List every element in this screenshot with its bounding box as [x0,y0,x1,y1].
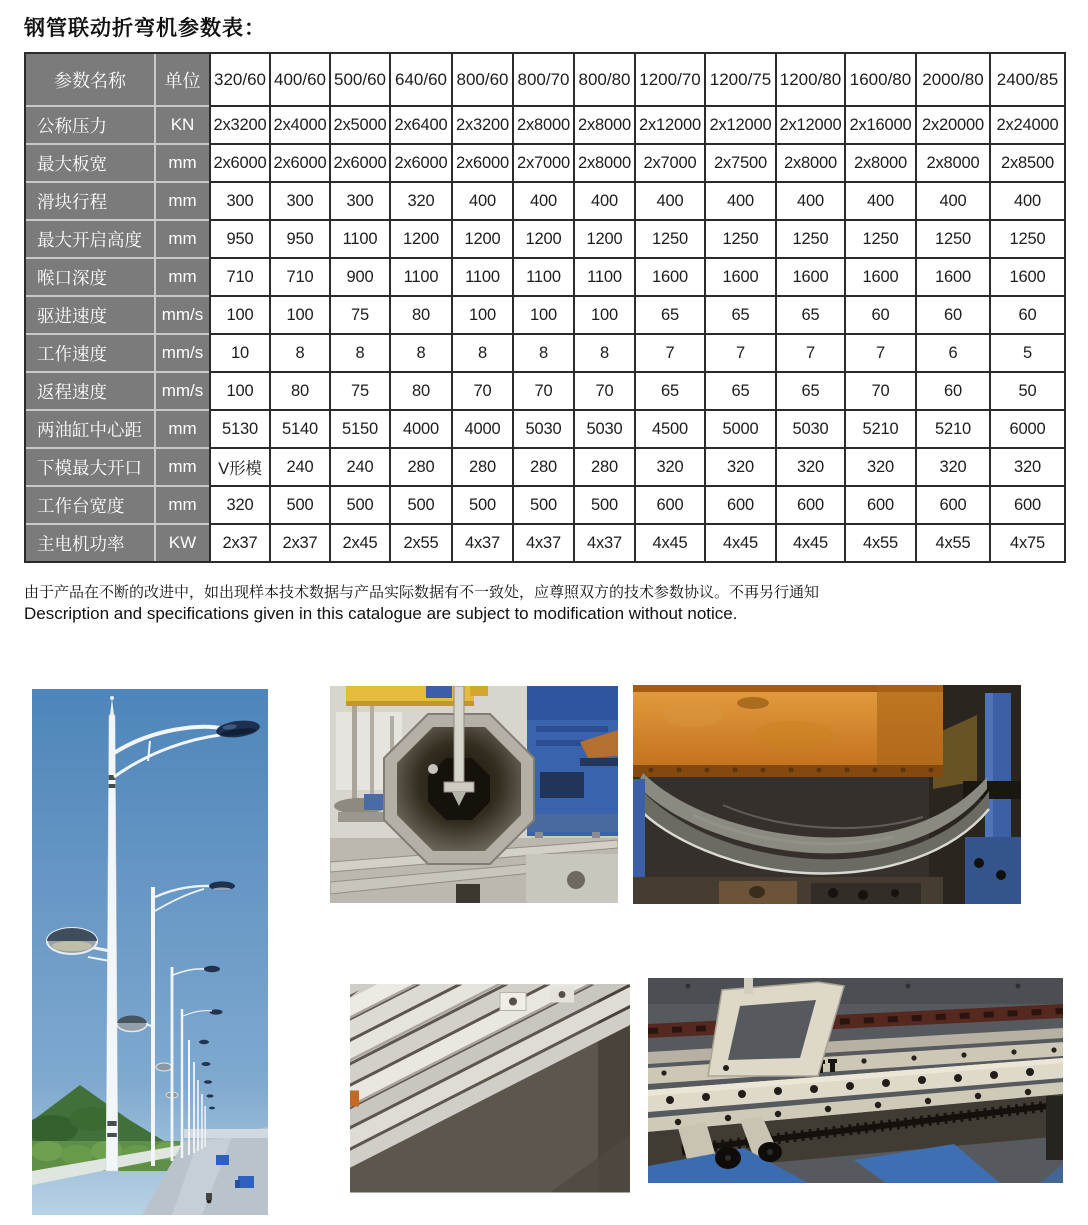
value-cell: 8 [329,333,389,371]
page-title: 钢管联动折弯机参数表： [24,17,266,40]
value-cell: 2x6000 [451,143,512,181]
model-header: 1600/80 [844,54,915,105]
value-cell: 2x16000 [844,105,915,143]
value-cell: 2x3200 [209,105,269,143]
value-cell: 300 [329,181,389,219]
value-cell: 4x37 [451,523,512,561]
value-cell: 400 [573,181,634,219]
value-cell: 950 [209,219,269,257]
unit-cell: mm [154,485,209,523]
value-cell: 2x6000 [329,143,389,181]
unit-header: 单位 [154,54,209,105]
value-cell: 65 [634,295,704,333]
value-cell: 7 [634,333,704,371]
model-header: 1200/70 [634,54,704,105]
value-cell: 400 [512,181,573,219]
value-cell: 2x6400 [389,105,451,143]
value-cell: 1100 [573,257,634,295]
value-cell: 300 [209,181,269,219]
value-cell: 2x6000 [389,143,451,181]
value-cell: 6000 [989,409,1064,447]
value-cell: 60 [915,371,989,409]
model-header: 320/60 [209,54,269,105]
value-cell: 2x8000 [775,143,844,181]
value-cell: 2x7500 [704,143,775,181]
unit-cell: mm [154,219,209,257]
value-cell: 500 [573,485,634,523]
value-cell: 8 [573,333,634,371]
value-cell: V形模 [209,447,269,485]
value-cell: 5210 [844,409,915,447]
value-cell: 1250 [634,219,704,257]
value-cell: 320 [704,447,775,485]
value-cell: 2x6000 [209,143,269,181]
value-cell: 2x8000 [844,143,915,181]
value-cell: 5030 [512,409,573,447]
value-cell: 5030 [775,409,844,447]
param-label: 公称压力 [26,105,154,143]
value-cell: 2x8000 [915,143,989,181]
value-cell: 2x20000 [915,105,989,143]
value-cell: 10 [209,333,269,371]
value-cell: 4x37 [573,523,634,561]
value-cell: 5 [989,333,1064,371]
param-label: 两油缸中心距 [26,409,154,447]
value-cell: 320 [775,447,844,485]
value-cell: 600 [775,485,844,523]
value-cell: 75 [329,295,389,333]
value-cell: 2x24000 [989,105,1064,143]
value-cell: 1250 [989,219,1064,257]
value-cell: 4x75 [989,523,1064,561]
value-cell: 320 [209,485,269,523]
value-cell: 1600 [989,257,1064,295]
model-header: 800/70 [512,54,573,105]
value-cell: 70 [573,371,634,409]
value-cell: 320 [989,447,1064,485]
sheet-follower-illustration [648,978,1063,1183]
value-cell: 65 [634,371,704,409]
value-cell: 1100 [451,257,512,295]
model-header: 1200/75 [704,54,775,105]
value-cell: 5150 [329,409,389,447]
param-label: 主电机功率 [26,523,154,561]
value-cell: 500 [329,485,389,523]
value-cell: 2x55 [389,523,451,561]
value-cell: 2x7000 [634,143,704,181]
value-cell: 300 [269,181,329,219]
unit-cell: mm/s [154,295,209,333]
model-header: 640/60 [389,54,451,105]
value-cell: 280 [573,447,634,485]
value-cell: 5210 [915,409,989,447]
value-cell: 500 [269,485,329,523]
value-cell: 4500 [634,409,704,447]
value-cell: 4000 [389,409,451,447]
photo-street-lamp-poles [32,689,268,1215]
param-label: 滑块行程 [26,181,154,219]
model-header: 400/60 [269,54,329,105]
param-label: 工作速度 [26,333,154,371]
value-cell: 75 [329,371,389,409]
value-cell: 1200 [389,219,451,257]
value-cell: 240 [269,447,329,485]
value-cell: 400 [915,181,989,219]
value-cell: 2x37 [269,523,329,561]
value-cell: 2x8000 [573,143,634,181]
model-header: 800/80 [573,54,634,105]
value-cell: 65 [775,295,844,333]
poles-stack-illustration [350,984,630,1193]
param-label: 最大开启高度 [26,219,154,257]
disclaimer-chinese: 由于产品在不断的改进中，如出现样本技术数据与产品实际数据有不一致处，应尊照双方的技术参数协议。不再另行通知 [24,584,820,601]
value-cell: 1250 [915,219,989,257]
value-cell: 7 [775,333,844,371]
value-cell: 8 [389,333,451,371]
value-cell: 400 [704,181,775,219]
value-cell: 1100 [512,257,573,295]
unit-cell: mm [154,447,209,485]
value-cell: 280 [512,447,573,485]
model-header: 2400/85 [989,54,1064,105]
value-cell: 280 [451,447,512,485]
value-cell: 400 [844,181,915,219]
value-cell: 600 [704,485,775,523]
value-cell: 600 [989,485,1064,523]
value-cell: 240 [329,447,389,485]
value-cell: 400 [634,181,704,219]
value-cell: 500 [512,485,573,523]
value-cell: 2x12000 [775,105,844,143]
value-cell: 5130 [209,409,269,447]
value-cell: 2x8500 [989,143,1064,181]
unit-cell: mm [154,257,209,295]
value-cell: 1100 [389,257,451,295]
value-cell: 5000 [704,409,775,447]
value-cell: 70 [844,371,915,409]
value-cell: 2x3200 [451,105,512,143]
value-cell: 600 [915,485,989,523]
value-cell: 60 [989,295,1064,333]
model-header: 1200/80 [775,54,844,105]
value-cell: 2x6000 [269,143,329,181]
value-cell: 2x12000 [704,105,775,143]
unit-cell: mm [154,181,209,219]
value-cell: 100 [451,295,512,333]
value-cell: 4x45 [634,523,704,561]
value-cell: 8 [269,333,329,371]
param-name-header: 参数名称 [26,54,154,105]
value-cell: 500 [389,485,451,523]
value-cell: 320 [915,447,989,485]
value-cell: 320 [634,447,704,485]
value-cell: 4000 [451,409,512,447]
value-cell: 400 [989,181,1064,219]
param-label: 返程速度 [26,371,154,409]
value-cell: 1600 [775,257,844,295]
value-cell: 8 [451,333,512,371]
value-cell: 65 [775,371,844,409]
value-cell: 100 [209,371,269,409]
unit-cell: KN [154,105,209,143]
value-cell: 5140 [269,409,329,447]
octagonal-pipe-illustration [330,686,618,903]
value-cell: 1250 [775,219,844,257]
value-cell: 600 [634,485,704,523]
value-cell: 710 [269,257,329,295]
value-cell: 2x5000 [329,105,389,143]
value-cell: 1600 [915,257,989,295]
value-cell: 70 [512,371,573,409]
value-cell: 1600 [634,257,704,295]
param-label: 工作台宽度 [26,485,154,523]
value-cell: 100 [269,295,329,333]
value-cell: 70 [451,371,512,409]
value-cell: 80 [389,295,451,333]
value-cell: 1200 [451,219,512,257]
disclaimer-english: Description and specifications given in this catalogue are subject to modification without notice. [24,604,738,623]
value-cell: 4x55 [915,523,989,561]
value-cell: 1200 [512,219,573,257]
value-cell: 1250 [704,219,775,257]
value-cell: 6 [915,333,989,371]
photo-bent-steel-plate [633,685,1021,904]
value-cell: 4x45 [775,523,844,561]
value-cell: 950 [269,219,329,257]
value-cell: 100 [209,295,269,333]
photo-press-brake-sheet-follower [648,978,1063,1183]
spec-table [24,52,1066,563]
value-cell: 1250 [844,219,915,257]
model-header: 500/60 [329,54,389,105]
value-cell: 7 [704,333,775,371]
value-cell: 2x12000 [634,105,704,143]
value-cell: 2x4000 [269,105,329,143]
param-label: 驱进速度 [26,295,154,333]
value-cell: 2x8000 [512,105,573,143]
value-cell: 60 [915,295,989,333]
value-cell: 320 [389,181,451,219]
value-cell: 1600 [844,257,915,295]
value-cell: 60 [844,295,915,333]
photo-octagonal-pole-cross-section [330,686,618,903]
value-cell: 2x8000 [573,105,634,143]
value-cell: 7 [844,333,915,371]
value-cell: 4x55 [844,523,915,561]
value-cell: 710 [209,257,269,295]
value-cell: 1200 [573,219,634,257]
value-cell: 320 [844,447,915,485]
value-cell: 50 [989,371,1064,409]
value-cell: 1600 [704,257,775,295]
value-cell: 65 [704,371,775,409]
value-cell: 5030 [573,409,634,447]
value-cell: 8 [512,333,573,371]
unit-cell: mm [154,143,209,181]
value-cell: 2x37 [209,523,269,561]
value-cell: 400 [451,181,512,219]
unit-cell: mm/s [154,333,209,371]
photo-galvanized-poles-stack [350,984,630,1193]
value-cell: 1100 [329,219,389,257]
value-cell: 900 [329,257,389,295]
model-header: 2000/80 [915,54,989,105]
value-cell: 4x45 [704,523,775,561]
value-cell: 65 [704,295,775,333]
unit-cell: mm/s [154,371,209,409]
unit-cell: KW [154,523,209,561]
param-label: 最大板宽 [26,143,154,181]
bent-plate-illustration [633,685,1021,904]
value-cell: 2x7000 [512,143,573,181]
value-cell: 2x45 [329,523,389,561]
value-cell: 100 [512,295,573,333]
value-cell: 600 [844,485,915,523]
unit-cell: mm [154,409,209,447]
model-header: 800/60 [451,54,512,105]
street-lamps-illustration [32,689,268,1215]
value-cell: 280 [389,447,451,485]
value-cell: 500 [451,485,512,523]
param-label: 下模最大开口 [26,447,154,485]
value-cell: 400 [775,181,844,219]
value-cell: 4x37 [512,523,573,561]
value-cell: 80 [269,371,329,409]
value-cell: 100 [573,295,634,333]
value-cell: 80 [389,371,451,409]
param-label: 喉口深度 [26,257,154,295]
